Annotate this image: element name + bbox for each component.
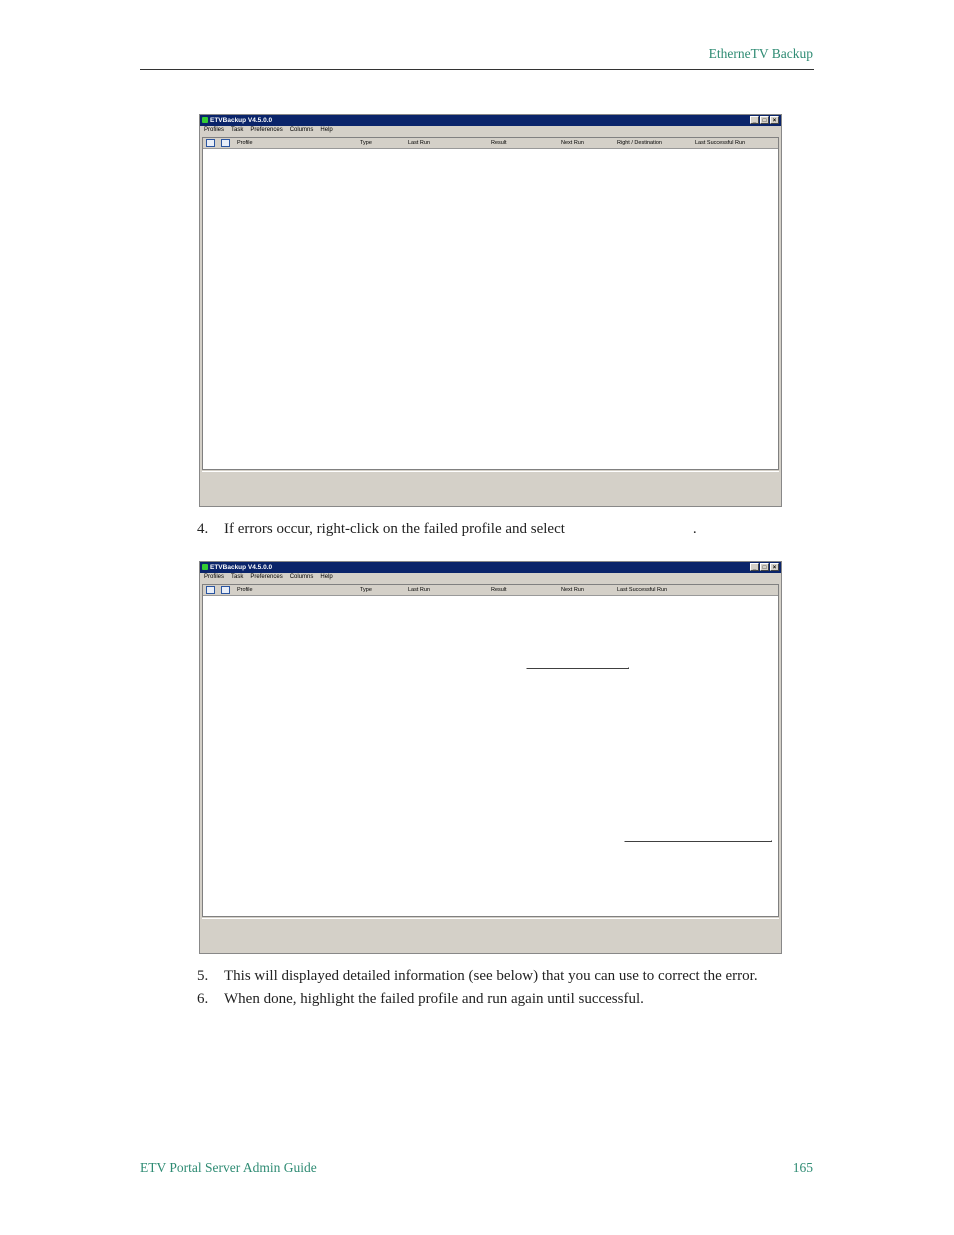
- menu-help[interactable]: Help: [320, 127, 333, 133]
- new-group-icon[interactable]: [221, 586, 230, 594]
- menu-task[interactable]: Task: [231, 127, 244, 133]
- menu-preferences[interactable]: Preferences: [250, 574, 283, 580]
- grid-header: [203, 138, 778, 149]
- menu-bar: [200, 573, 781, 582]
- close-button[interactable]: ×: [770, 563, 779, 571]
- column-header[interactable]: Next Run: [561, 587, 584, 593]
- minimize-button[interactable]: _: [750, 116, 759, 124]
- column-header[interactable]: Next Run: [561, 140, 584, 146]
- column-header[interactable]: Last Run: [408, 587, 431, 593]
- menu-columns[interactable]: Columns: [289, 574, 314, 580]
- etvbackup-window-1: [199, 114, 782, 507]
- column-header[interactable]: Last Successful Run: [617, 587, 668, 593]
- profile-grid[interactable]: [202, 584, 779, 917]
- step-text: If errors occur, right-click on the failed profile and select: [224, 521, 565, 537]
- maximize-button[interactable]: □: [760, 116, 769, 124]
- column-header[interactable]: Right / Destination: [617, 140, 662, 146]
- step-number: 5.: [197, 968, 209, 984]
- new-profile-icon[interactable]: [206, 586, 215, 594]
- grid-header: [203, 585, 778, 596]
- column-header[interactable]: Profile: [237, 587, 253, 593]
- title-bar: [200, 562, 781, 573]
- step-text: When done, highlight the failed profile and run again until successful.: [224, 991, 644, 1007]
- step-text: This will displayed detailed information (see below) that you can use to correct the error.: [224, 968, 758, 984]
- app-icon: [202, 117, 208, 123]
- column-header[interactable]: Result: [491, 587, 507, 593]
- view-log-submenu: [624, 840, 772, 842]
- column-header[interactable]: Last Successful Run: [695, 140, 746, 146]
- menu-bar: [200, 126, 781, 135]
- step-number: 4.: [197, 521, 209, 537]
- step-number: 6.: [197, 991, 209, 1007]
- menu-profiles[interactable]: Profiles: [204, 574, 225, 580]
- running-header: EtherneTV Backup: [708, 46, 813, 61]
- column-header[interactable]: Profile: [237, 140, 253, 146]
- column-header[interactable]: Type: [360, 587, 372, 593]
- header-rule: [140, 69, 814, 70]
- toolbar: [202, 471, 779, 504]
- new-group-icon[interactable]: [221, 139, 230, 147]
- menu-columns[interactable]: Columns: [289, 127, 314, 133]
- maximize-button[interactable]: □: [760, 563, 769, 571]
- menu-help[interactable]: Help: [320, 574, 333, 580]
- title-bar: [200, 115, 781, 126]
- menu-profiles[interactable]: Profiles: [204, 127, 225, 133]
- column-header[interactable]: Type: [360, 140, 372, 146]
- step-5: [197, 968, 758, 985]
- context-menu: [526, 667, 629, 669]
- page-number: 165: [792, 1160, 813, 1175]
- close-button[interactable]: ×: [770, 116, 779, 124]
- step-end: .: [692, 521, 697, 537]
- toolbar: [202, 918, 779, 951]
- column-header[interactable]: Last Run: [408, 140, 431, 146]
- step-6: [197, 991, 644, 1008]
- window-title: ETVBackup V4.5.0.0: [210, 117, 273, 124]
- etvbackup-window-2: [199, 561, 782, 954]
- app-icon: [202, 564, 208, 570]
- profile-grid[interactable]: [202, 137, 779, 470]
- new-profile-icon[interactable]: [206, 139, 215, 147]
- step-4: [197, 521, 697, 538]
- minimize-button[interactable]: _: [750, 563, 759, 571]
- menu-task[interactable]: Task: [231, 574, 244, 580]
- footer-title: ETV Portal Server Admin Guide: [140, 1160, 317, 1175]
- column-header[interactable]: Result: [491, 140, 507, 146]
- menu-preferences[interactable]: Preferences: [250, 127, 283, 133]
- window-title: ETVBackup V4.5.0.0: [210, 564, 273, 571]
